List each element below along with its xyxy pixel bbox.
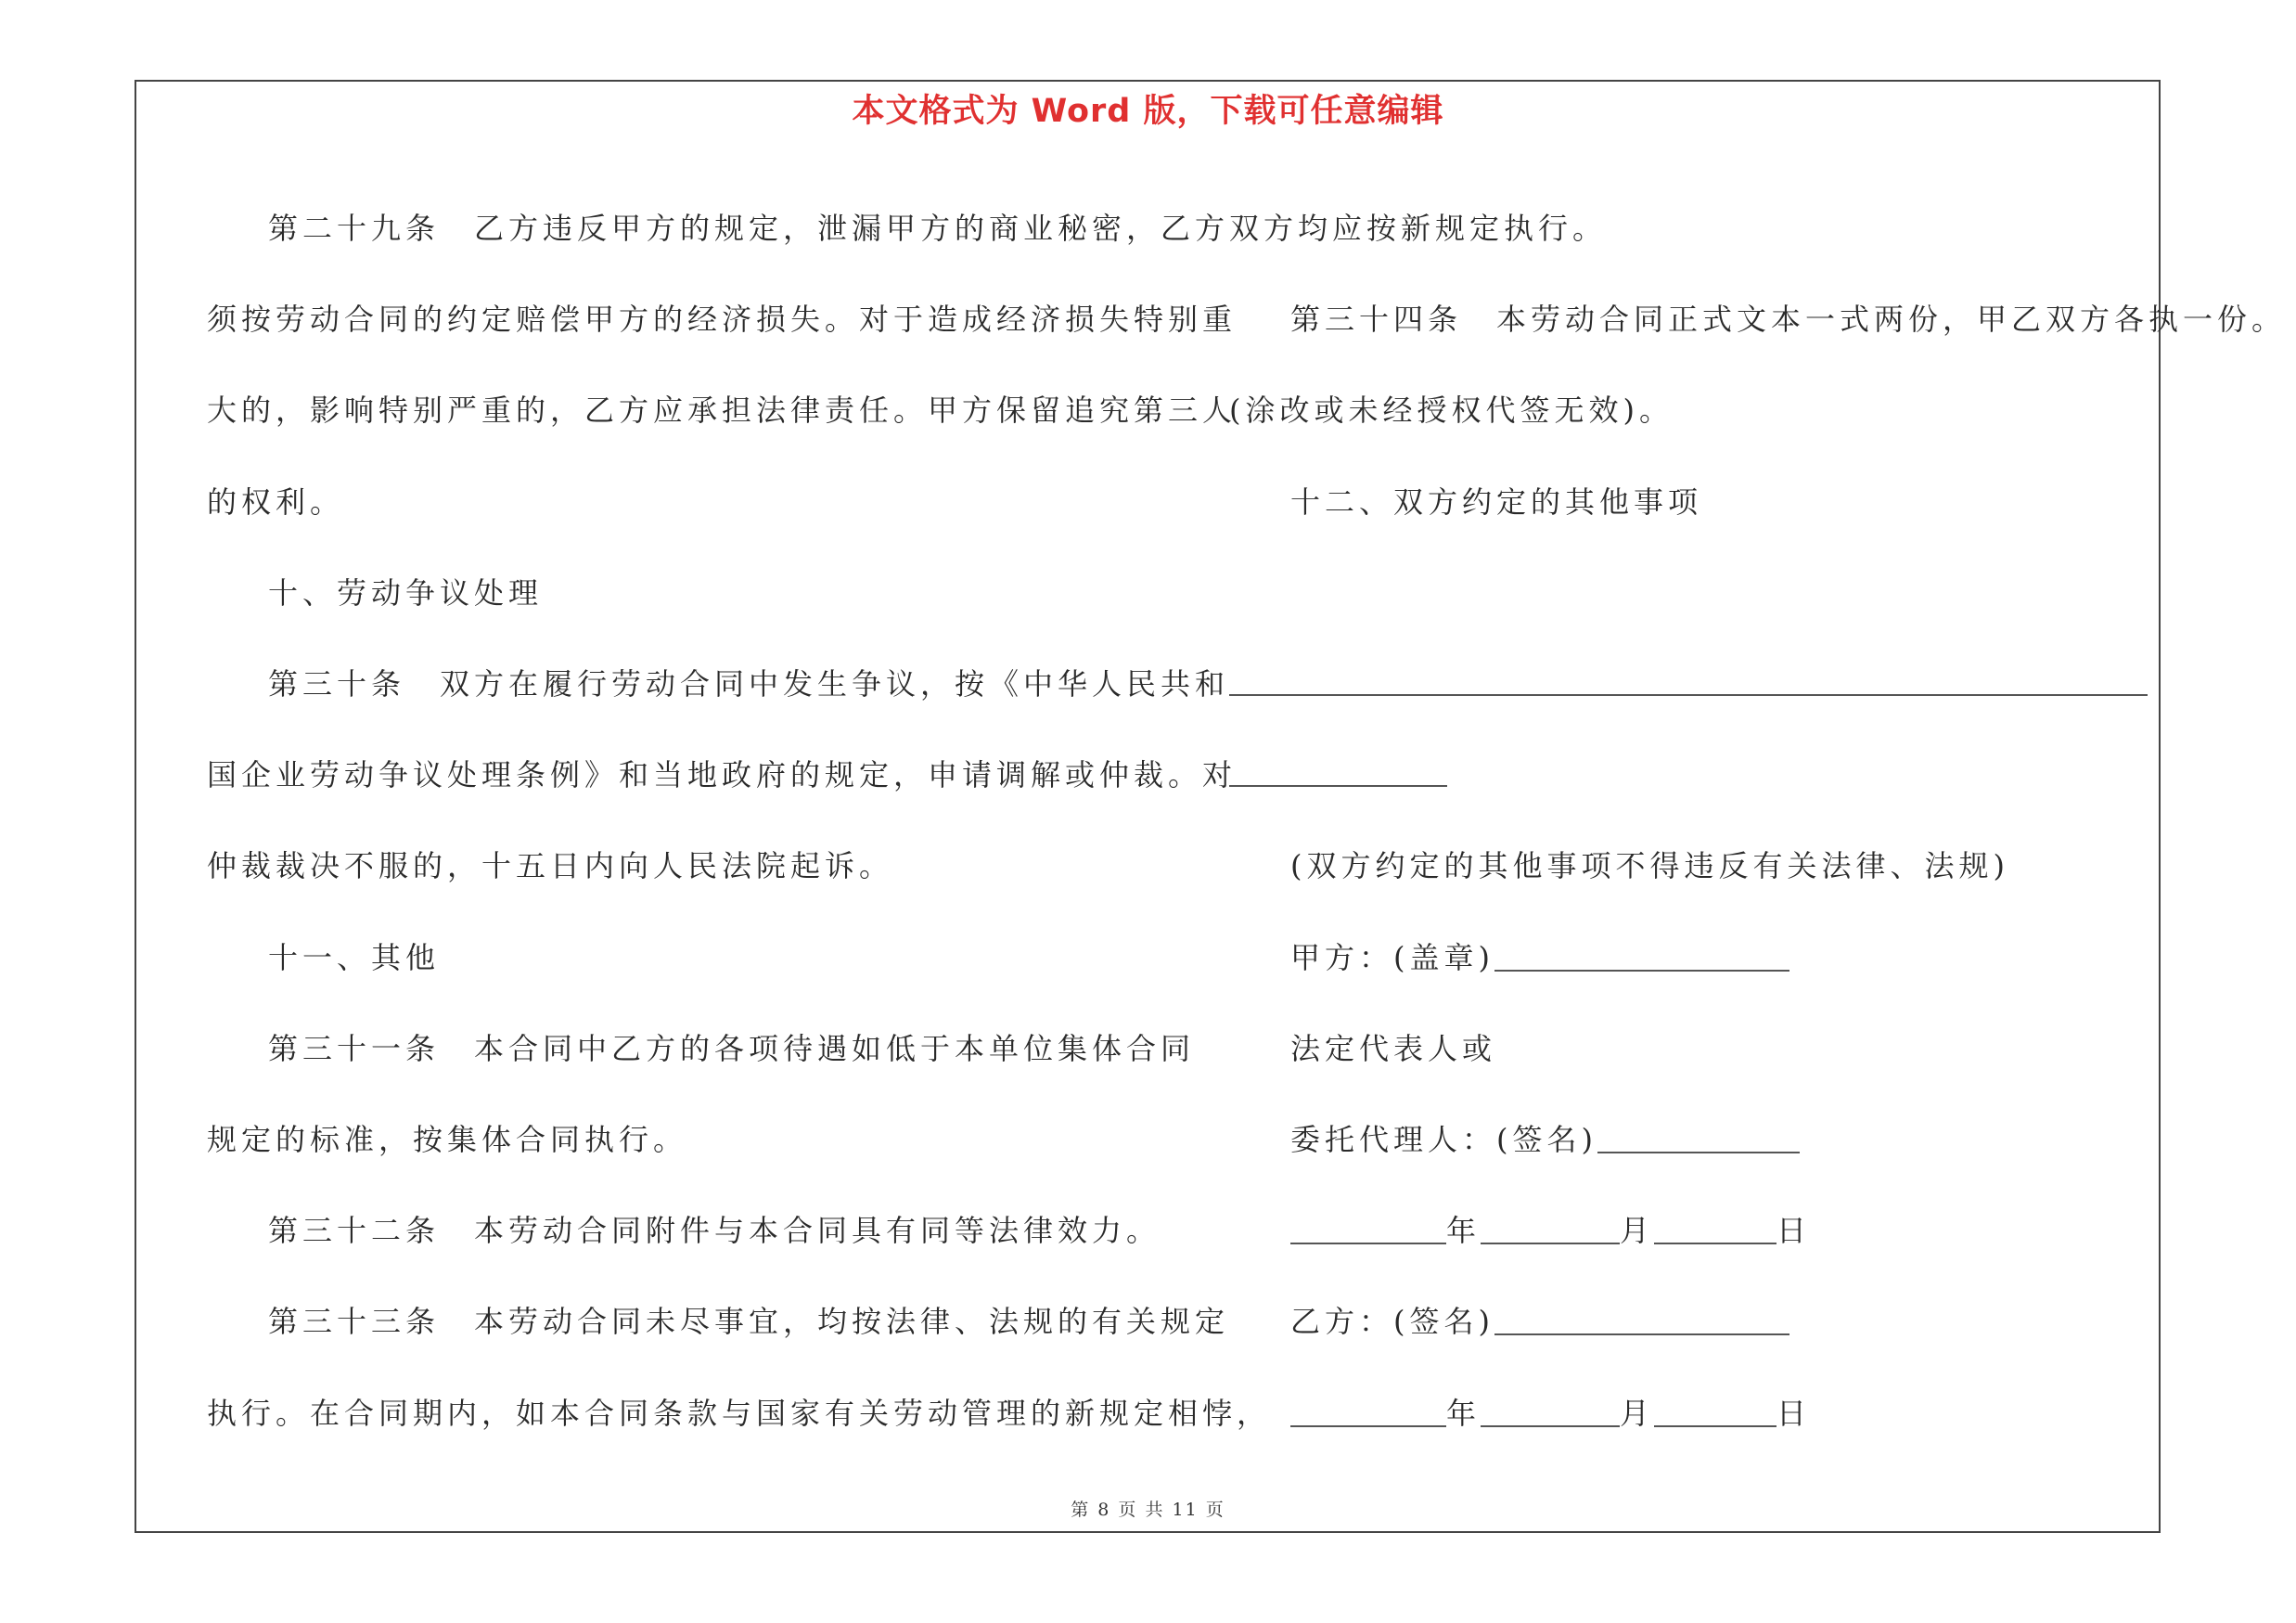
party-b-year-blank [1290,1398,1446,1427]
article-32: 第三十二条 本劳动合同附件与本合同具有同等法律效力。 [268,1213,1161,1249]
party-a-day-label: 日 [1777,1213,1812,1249]
party-b-signature-blank [1494,1306,1789,1335]
article-30-line-2: 国企业劳动争议处理条例》和当地政府的规定，申请调解或仲裁。对 [207,757,1238,793]
party-a-date-line [1229,1185,2157,1276]
section-12-heading: 十二、双方约定的其他事项 [1290,483,1703,520]
party-b-month-label: 月 [1620,1395,1655,1431]
left-column [207,183,1272,1459]
party-a-label: 甲方：(盖章) [1290,939,1494,975]
article-31-line-2: 规定的标准，按集体合同执行。 [207,1122,688,1158]
party-b-signature-line [1229,1276,2157,1367]
legal-representative-label: 法定代表人或 [1290,1030,1497,1066]
article-34-line-1: 第三十四条 本劳动合同正式文本一式两份，甲乙双方各执一份。 [1290,302,2287,338]
other-matters-line-1 [1229,638,2157,729]
party-b-month-blank [1481,1398,1620,1427]
article-29-line-2: 须按劳动合同的约定赔偿甲方的经济损失。对于造成经济损失特别重 [207,302,1238,338]
right-column [1229,183,2287,1459]
agent-label: 委托代理人：(签名) [1290,1121,1597,1157]
article-33-line-3: 双方均应按新规定执行。 [1229,211,1608,246]
party-b-year-label: 年 [1446,1395,1481,1431]
article-33-line-1: 第三十三条 本劳动合同未尽事宜，均按法律、法规的有关规定 [268,1304,1230,1340]
other-matters-note: (双方约定的其他事项不得违反有关法律、法规) [1290,848,2009,884]
party-b-date-line [1229,1368,2157,1459]
party-a-month-blank [1481,1215,1620,1244]
article-29-line-1: 第二十九条 乙方违反甲方的规定，泄漏甲方的商业秘密，乙方 [268,211,1230,246]
party-b-day-label: 日 [1777,1395,1812,1431]
agent-signature-line [1229,1094,2157,1185]
article-30-line-1: 第三十条 双方在履行劳动合同中发生争议，按《中华人民共和 [268,666,1230,702]
party-a-month-label: 月 [1620,1213,1655,1249]
article-29-line-3: 大的，影响特别严重的，乙方应承担法律责任。甲方保留追究第三人 [207,393,1238,429]
spacer [1229,547,2157,638]
section-10-heading: 十、劳动争议处理 [268,574,544,611]
party-a-seal-line [1229,912,2157,1003]
agent-signature-blank [1597,1124,1800,1153]
article-34-line-2: (涂改或未经授权代签无效)。 [1229,393,1674,429]
other-matters-line-2 [1229,729,2157,820]
party-b-label: 乙方：(签名) [1290,1304,1494,1340]
party-a-year-blank [1290,1215,1446,1244]
party-b-day-blank [1654,1398,1777,1427]
article-30-line-3: 仲裁裁决不服的，十五日内向人民法院起诉。 [207,848,894,884]
article-31-line-1: 第三十一条 本合同中乙方的各项待遇如低于本单位集体合同 [268,1030,1196,1066]
section-11-heading: 十一、其他 [268,939,441,975]
party-a-seal-blank [1494,942,1789,972]
party-a-day-blank [1654,1215,1777,1244]
article-33-line-2: 执行。在合同期内，如本合同条款与国家有关劳动管理的新规定相悖， [207,1395,1272,1431]
page-number: 第 8 页 共 11 页 [1071,1500,1225,1520]
editable-notice-banner: 本文格式为 Word 版，下载可任意编辑 [852,93,1444,130]
article-29-line-4: 的权利。 [207,483,345,520]
party-a-year-label: 年 [1446,1213,1481,1249]
